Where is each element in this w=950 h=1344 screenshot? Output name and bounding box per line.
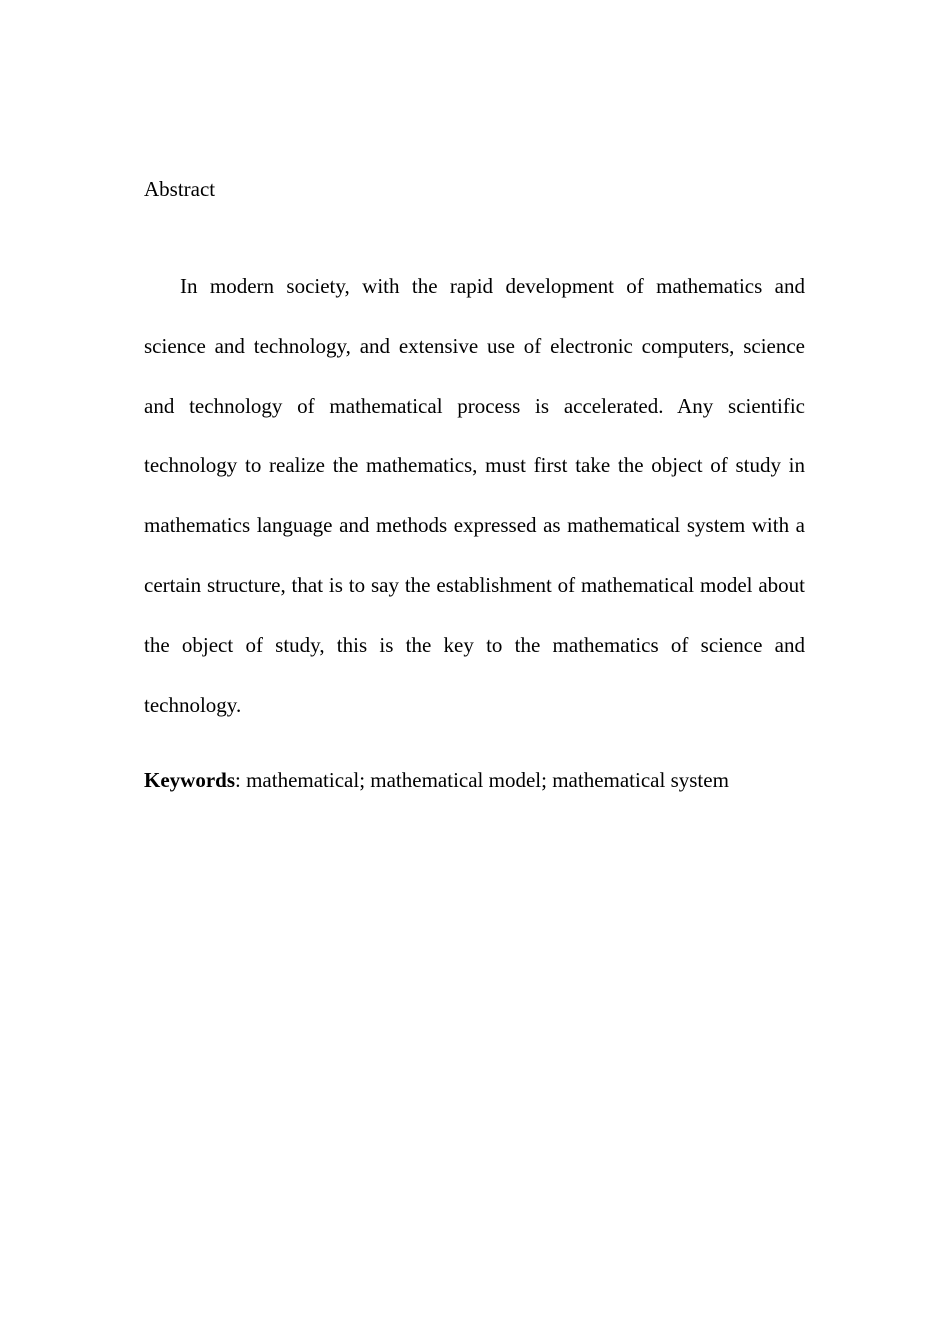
keywords-line <box>144 766 844 794</box>
abstract-paragraph: In modern society, with the rapid development of mathematics and science and technology, and extensive use of electronic computers, science and technology of mathematical process is accelerated. Any scientific technology to realize the mathematics, must first take the object of study in mathematics language and methods expressed as mathematical system with a certain structure, that is to say the establishment of mathematical model about the object of study, this is the key to the mathematics of science and technology. <box>144 274 805 717</box>
abstract-heading: Abstract <box>144 177 216 201</box>
keywords-list: : mathematical; mathematical model; mathematical system <box>235 768 729 792</box>
keywords-label: Keywords <box>144 768 235 792</box>
